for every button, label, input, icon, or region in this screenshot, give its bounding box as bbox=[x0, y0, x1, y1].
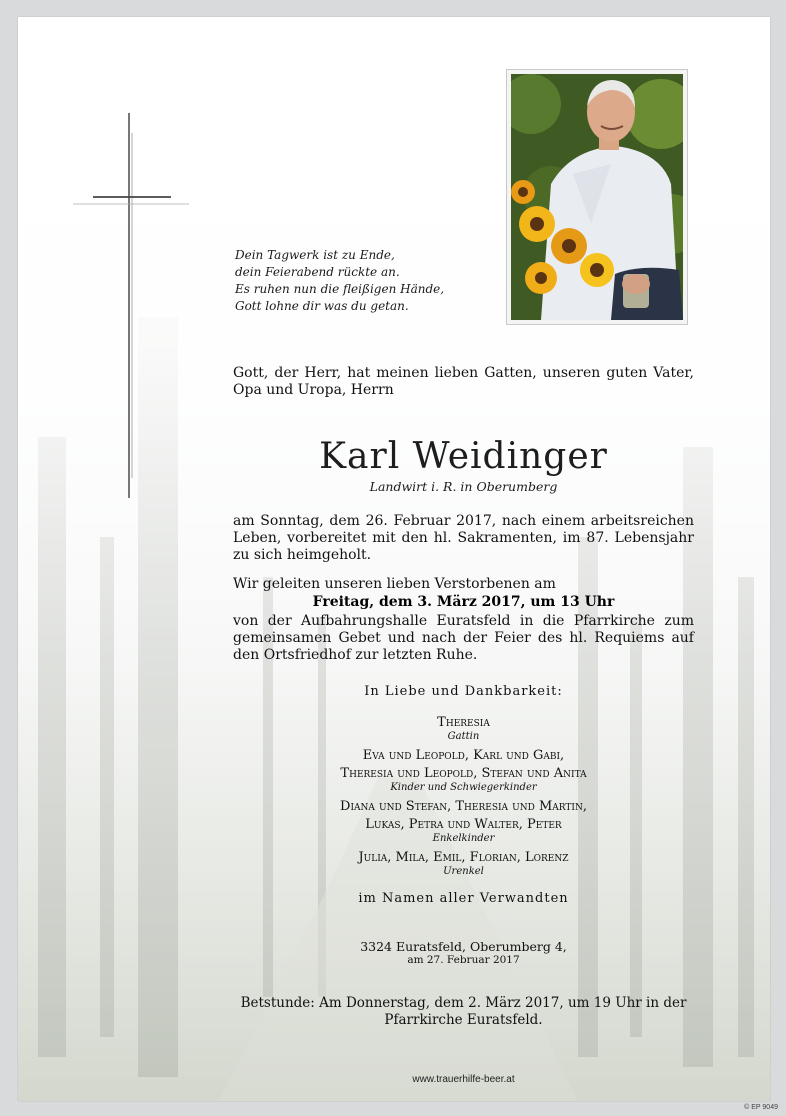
death-announcement: am Sonntag, dem 26. Februar 2017, nach einem arbeitsreichen Leben, vorbereitet mit den hl. Sakramenten, im 87. Lebensjahr zu sich heimgeholt. bbox=[233, 513, 694, 563]
quote-line: Es ruhen nun die fleißigen Hände, bbox=[235, 282, 445, 296]
spouse: Theresia bbox=[437, 715, 490, 730]
great-grandchildren-role: Urenkel bbox=[443, 866, 484, 877]
grandchildren-role: Enkelkinder bbox=[432, 833, 495, 844]
print-code: © EP 9049 bbox=[744, 1104, 778, 1111]
website-link[interactable]: www.trauerhilfe-beer.at bbox=[412, 1074, 515, 1085]
children-role: Kinder und Schwiegerkinder bbox=[390, 782, 537, 793]
funeral-date: Freitag, dem 3. März 2017, um 13 Uhr bbox=[312, 594, 615, 610]
mourners-closing: im Namen aller Verwandten bbox=[358, 891, 569, 906]
prayer-line: Pfarrkirche Euratsfeld. bbox=[384, 1012, 543, 1028]
prayer-line: Betstunde: Am Donnerstag, dem 2. März 2017, um 19 Uhr in der bbox=[240, 995, 687, 1011]
parte-sheet bbox=[18, 17, 770, 1101]
memorial-quote bbox=[235, 247, 485, 315]
funeral-intro: Wir geleiten unseren lieben Verstorbenen am bbox=[233, 576, 556, 592]
funeral-details: von der Aufbahrungshalle Euratsfeld in die Pfarrkirche zum gemeinsamen Gebet und nach der Feier des hl. Requiems auf den Ortsfriedhof zur letzten Ruhe. bbox=[233, 613, 694, 663]
portrait-photo bbox=[511, 74, 683, 320]
intro-text: Gott, der Herr, hat meinen lieben Gatten, unseren guten Vater, Opa und Uropa, Herrn bbox=[233, 365, 694, 398]
children-line: Eva und Leopold, Karl und Gabi, bbox=[362, 748, 565, 763]
portrait-frame bbox=[506, 69, 688, 325]
grandchildren-line: Diana und Stefan, Theresia und Martin, bbox=[340, 799, 587, 814]
address-line: 3324 Euratsfeld, Oberumberg 4, bbox=[360, 939, 567, 954]
quote-line: Dein Tagwerk ist zu Ende, bbox=[235, 248, 395, 262]
deceased-name: Karl Weidinger bbox=[319, 436, 608, 477]
quote-line: dein Feierabend rückte an. bbox=[235, 265, 400, 279]
address-date: am 27. Februar 2017 bbox=[407, 954, 520, 966]
mourners-heading: In Liebe und Dankbarkeit: bbox=[364, 684, 563, 699]
deceased-role: Landwirt i. R. in Oberumberg bbox=[369, 479, 558, 494]
quote-line: Gott lohne dir was du getan. bbox=[235, 299, 409, 313]
children-line: Theresia und Leopold, Stefan und Anita bbox=[340, 766, 587, 781]
grandchildren-line: Lukas, Petra und Walter, Peter bbox=[365, 817, 562, 832]
great-grandchildren: Julia, Mila, Emil, Florian, Lorenz bbox=[358, 850, 569, 865]
content bbox=[18, 17, 770, 1101]
spouse-role: Gattin bbox=[447, 731, 480, 742]
cross-icon bbox=[73, 113, 193, 498]
